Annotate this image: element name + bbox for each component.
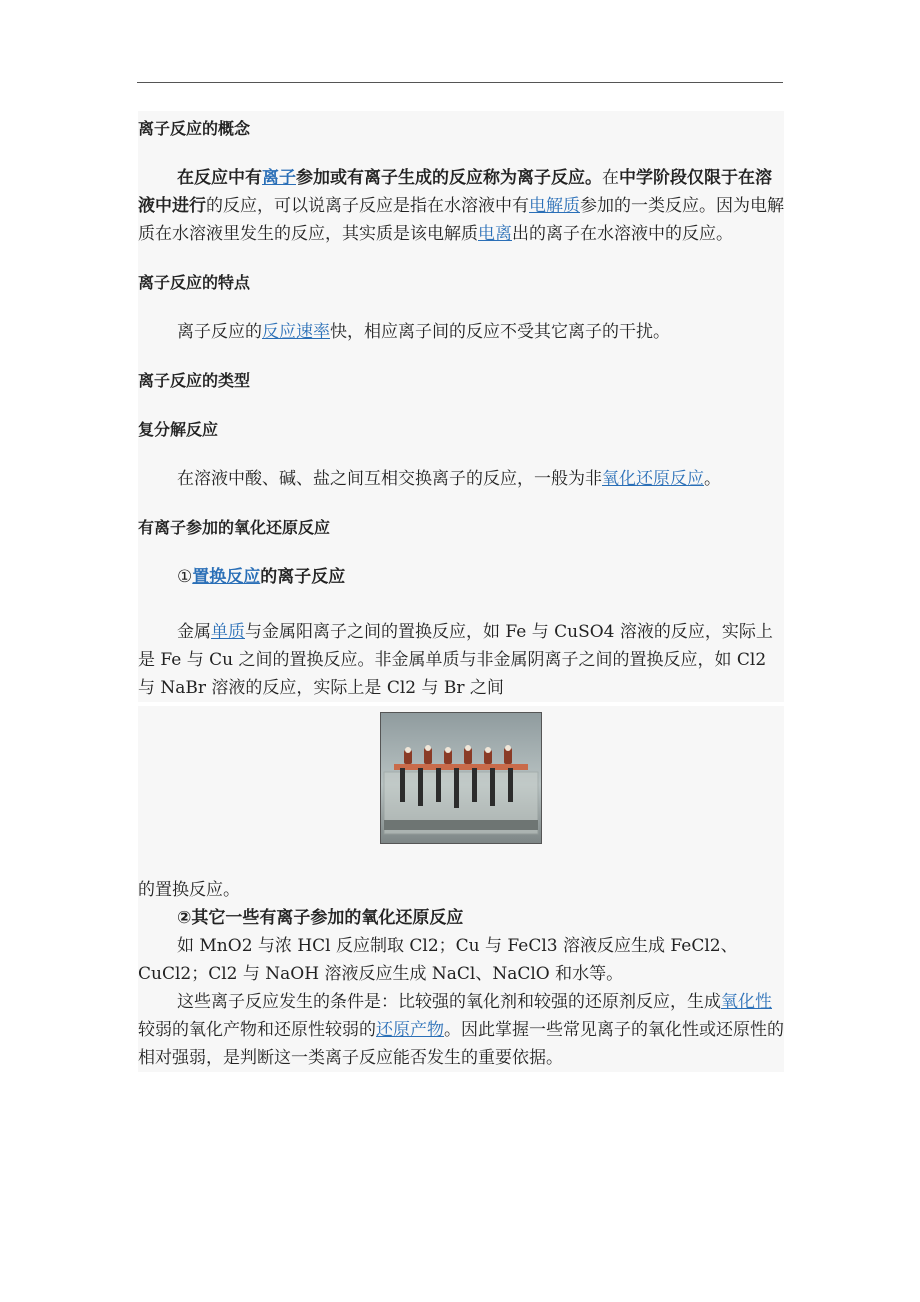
link-redox-reaction[interactable]: 氧化还原反应: [602, 469, 704, 489]
text: 在溶液中酸、碱、盐之间互相交换离子的反应，一般为非: [177, 469, 602, 489]
text: 离子反应的: [177, 322, 262, 342]
bold-text: 中学阶段仅限于在溶液中进行: [138, 168, 772, 216]
article-content: [138, 111, 784, 1072]
bold-text: 在反应中有: [177, 168, 262, 188]
text: 。: [704, 469, 721, 489]
bold-text: 参加或有离子生成的反应称为离子反应。: [296, 168, 602, 188]
paragraph-continued: 的置换反应。: [138, 880, 240, 900]
text: 。因此掌握一些常见离子的氧化性或还原性的相对强弱，是判断这一类离子反应能否发生的重要依据。: [138, 1020, 784, 1068]
paragraph-examples: 如 MnO2 与浓 HCl 反应制取 Cl2；Cu 与 FeCl3 溶液反应生成 FeCl2、CuCl2；Cl2 与 NaOH 溶液反应生成 NaCl、NaClO 和水等。: [138, 936, 738, 984]
link-oxidizing[interactable]: 氧化性: [721, 992, 772, 1012]
text: 较弱的氧化产物和还原性较弱的: [138, 1020, 376, 1040]
header-rule: [137, 82, 783, 83]
top-block: [138, 111, 784, 702]
heading-types: 离子反应的类型: [138, 371, 251, 390]
heading-concept: 离子反应的概念: [138, 119, 251, 138]
link-reduction-product[interactable]: 还原产物: [376, 1020, 444, 1040]
paragraph-features: [138, 318, 784, 346]
paragraph-conditions: [138, 988, 784, 1072]
item-number: ①: [177, 567, 193, 587]
electrode-apparatus-photo: [380, 712, 542, 844]
text: 这些离子反应发生的条件是：比较强的氧化剂和较强的还原剂反应，生成: [177, 992, 721, 1012]
link-electrolyte[interactable]: 电解质: [529, 196, 580, 216]
text: 参加的一类反应。因为电解质在水溶液里发生的反应，其实质是该电解质: [138, 196, 784, 244]
link-elementary-substance[interactable]: 单质: [211, 622, 245, 642]
item-other-redox: [138, 904, 784, 932]
paragraph-double-decomposition: [138, 465, 784, 493]
text: 金属: [177, 622, 211, 642]
link-displacement-reaction[interactable]: 置换反应: [192, 567, 261, 587]
heading-features: 离子反应的特点: [138, 273, 251, 292]
item-displacement: [138, 563, 784, 591]
text: 出的离子在水溶液中的反应。: [512, 224, 733, 244]
image-row: [138, 706, 784, 876]
link-ion[interactable]: 离子: [262, 168, 296, 188]
bottom-block: [138, 876, 784, 1072]
bold-text: 的离子反应: [260, 567, 346, 587]
heading-double-decomposition: 复分解反应: [138, 420, 219, 439]
link-reaction-rate[interactable]: 反应速率: [262, 322, 330, 342]
text: 的反应，可以说离子反应是指在水溶液中有: [206, 196, 529, 216]
text: 在: [602, 168, 619, 188]
heading-redox: 有离子参加的氧化还原反应: [138, 518, 331, 537]
paragraph-concept: [138, 164, 784, 248]
text: 快，相应离子间的反应不受其它离子的干扰。: [330, 322, 670, 342]
paragraph-displacement: [138, 618, 784, 702]
link-ionization[interactable]: 电离: [478, 224, 512, 244]
bold-text: ②其它一些有离子参加的氧化还原反应: [177, 908, 464, 928]
text: 与金属阳离子之间的置换反应，如 Fe 与 CuSO4 溶液的反应，实际上是 Fe 与 Cu 之间的置换反应。非金属单质与非金属阴离子之间的置换反应，如 Cl2 与 NaBr 溶液的反应，实际上是 Cl2 与 Br 之间: [138, 622, 773, 698]
